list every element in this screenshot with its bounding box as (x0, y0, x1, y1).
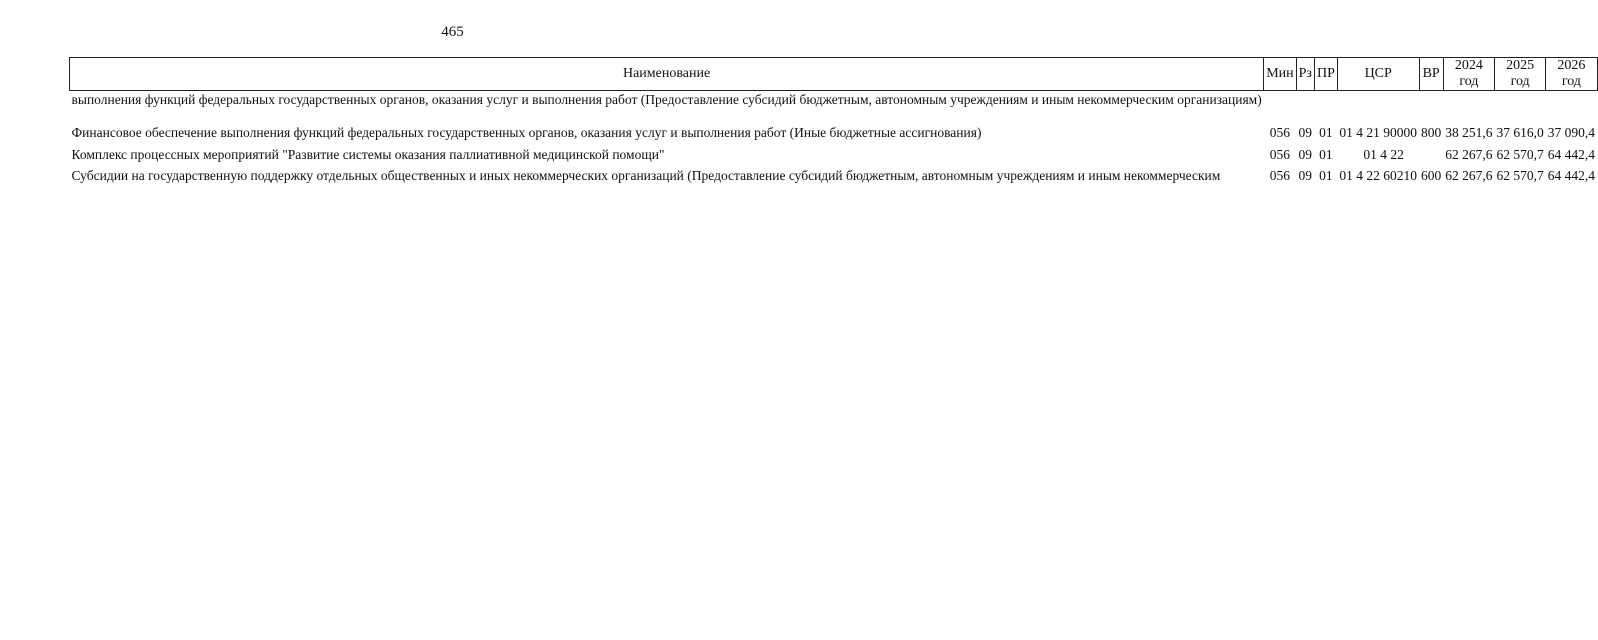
row-pr: 01 (1319, 125, 1333, 141)
column-header-vr: ВР (1419, 58, 1443, 91)
row-pr: 01 (1319, 146, 1333, 162)
table-row (70, 91, 1598, 109)
row-2025: 62 570,7 (1496, 146, 1544, 162)
row-2026: 37 090,4 (1547, 125, 1595, 141)
column-header-name: Наименование (70, 58, 1264, 91)
row-vr: 800 (1421, 125, 1442, 141)
row-rz: 09 (1298, 168, 1313, 184)
row-name: Субсидии на государственную поддержку отдельных общественных и иных некоммерческих организаций (Предоставление субсидий бюджетным, автономным учреждениям и иным некоммерческим (71, 168, 1221, 184)
row-vr (1419, 146, 1443, 163)
column-header-2025: 2025 год (1495, 58, 1546, 91)
row-2024: 38 251,6 (1445, 125, 1493, 141)
row-spacer (70, 108, 1598, 124)
row-min (1264, 91, 1296, 109)
row-name: Комплекс процессных мероприятий "Развитие системы оказания паллиативной медицинской помощи" (71, 146, 665, 162)
table-row (70, 146, 1598, 163)
column-header-min: Мин (1264, 58, 1296, 91)
row-2025: 62 570,7 (1496, 168, 1544, 184)
row-2024: 62 267,6 (1445, 168, 1493, 184)
row-2025: 37 616,0 (1496, 125, 1544, 141)
table-row (70, 124, 1598, 141)
row-rz: 09 (1298, 146, 1313, 162)
column-header-2024: 2024 год (1443, 58, 1494, 91)
row-min: 056 (1269, 168, 1291, 184)
row-min: 056 (1269, 125, 1291, 141)
column-header-pr: ПР (1314, 58, 1337, 91)
row-2026 (1546, 91, 1597, 109)
page-number: 465 (441, 24, 464, 40)
row-name: выполнения функций федеральных государственных органов, оказания услуг и выполнения работ (Предоставление субсидий бюджетным, автономным учреждениям и иным некоммерческим организациям) (71, 92, 1262, 107)
column-header-rz: Рз (1296, 58, 1314, 91)
column-header-csr: ЦСР (1337, 58, 1419, 91)
row-pr (1314, 91, 1337, 109)
row-vr (1419, 91, 1443, 109)
budget-table (69, 57, 1598, 185)
row-csr: 01 4 22 (1363, 146, 1404, 162)
row-pr: 01 (1319, 168, 1333, 184)
row-rz (1296, 91, 1314, 109)
row-2024 (1443, 91, 1494, 109)
row-2026: 64 442,4 (1547, 168, 1595, 184)
table-header-row (70, 58, 1598, 91)
row-vr: 600 (1421, 168, 1442, 184)
row-csr: 01 4 22 60210 (1339, 168, 1417, 184)
row-rz: 09 (1298, 125, 1313, 141)
row-2026: 64 442,4 (1547, 146, 1595, 162)
row-csr: 01 4 21 90000 (1339, 125, 1417, 141)
column-header-2026: 2026 год (1546, 58, 1597, 91)
table-row (70, 167, 1598, 184)
row-2025 (1495, 91, 1546, 109)
row-2024: 62 267,6 (1445, 146, 1493, 162)
row-min: 056 (1269, 146, 1291, 162)
row-csr (1337, 91, 1419, 109)
row-name: Финансовое обеспечение выполнения функций федеральных государственных органов, оказания услуг и выполнения работ (Иные бюджетные ассигнования) (71, 125, 982, 141)
